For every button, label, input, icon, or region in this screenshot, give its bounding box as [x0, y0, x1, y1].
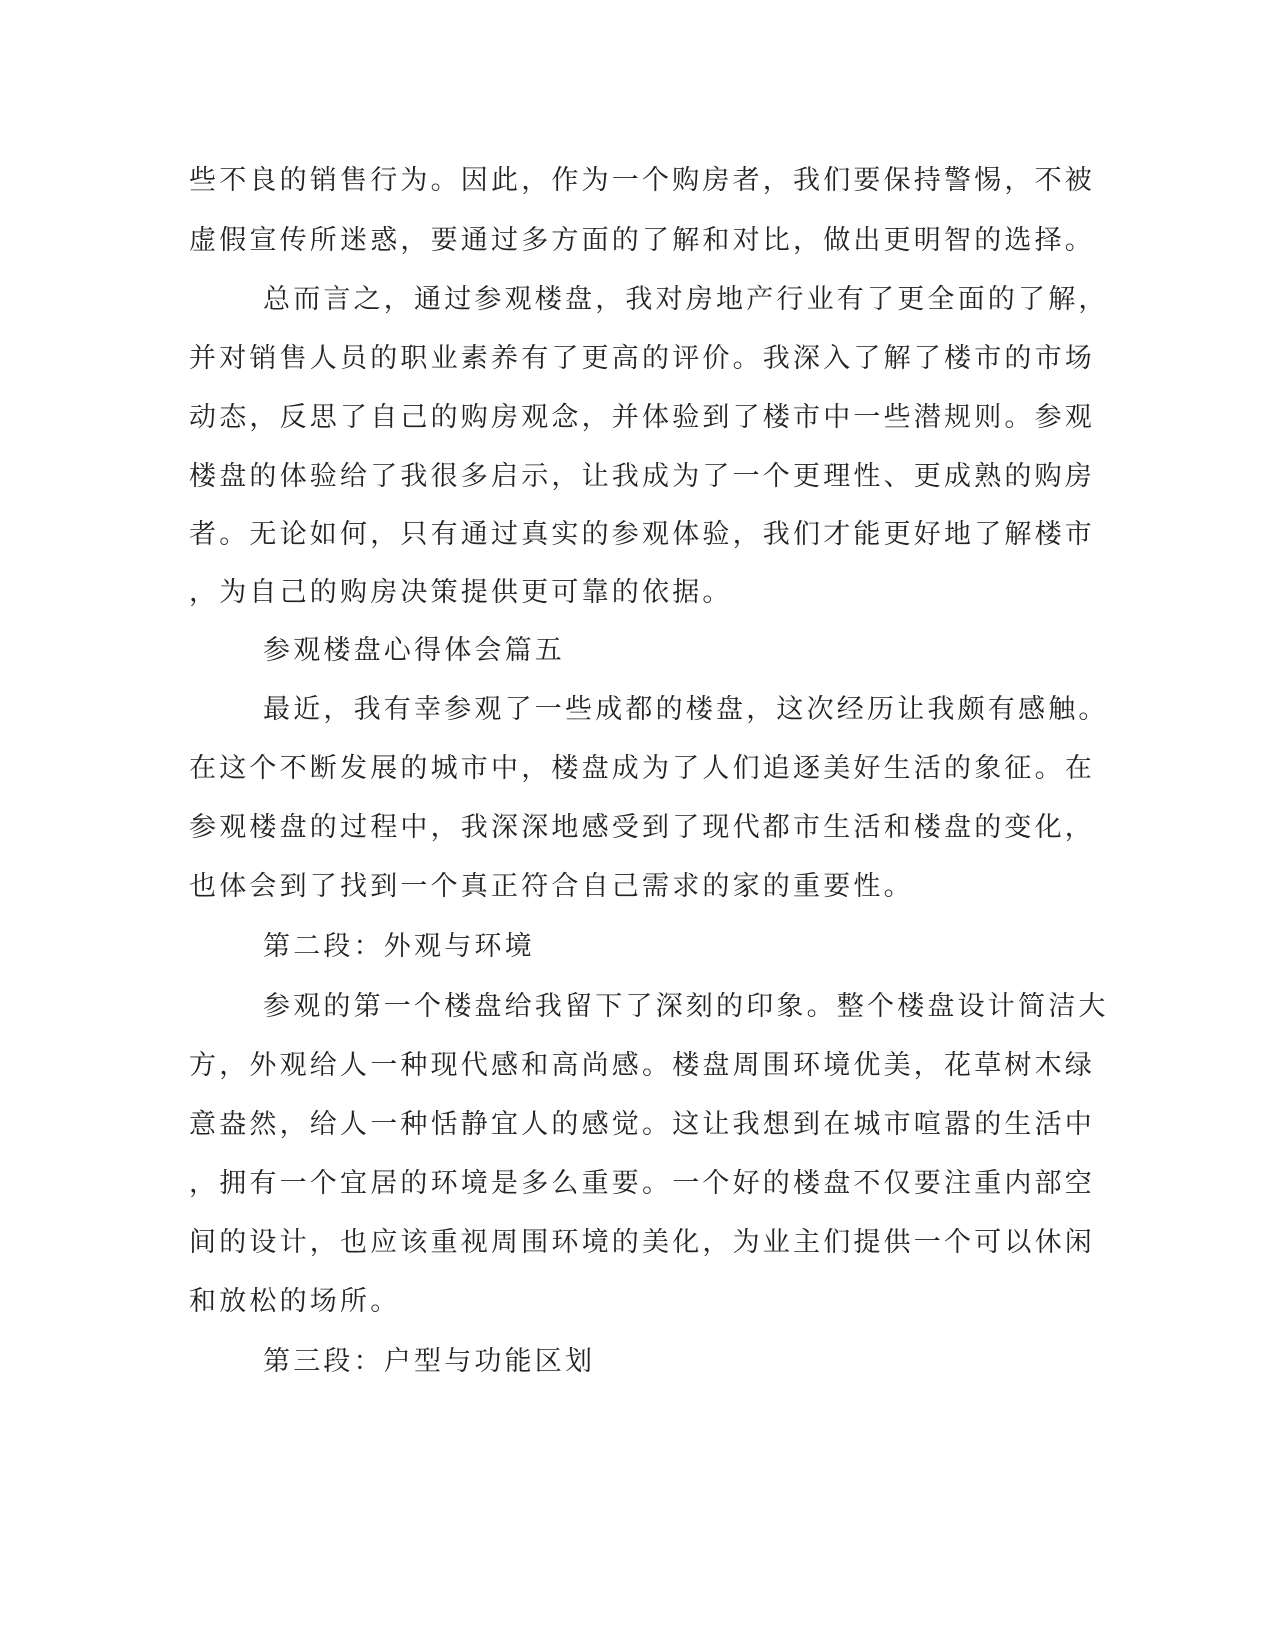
text-line: 动态，反思了自己的购房观念，并体验到了楼市中一些潜规则。参观: [189, 402, 1095, 433]
text-line: 意盎然，给人一种恬静宜人的感觉。这让我想到在城市喧嚣的生活中: [189, 1109, 1095, 1140]
text-line: 间的设计，也应该重视周围环境的美化，为业主们提供一个可以休闲: [189, 1227, 1095, 1258]
text-line: 在这个不断发展的城市中，楼盘成为了人们追逐美好生活的象征。在: [189, 753, 1095, 784]
text-line: 方，外观给人一种现代感和高尚感。楼盘周围环境优美，花草树木绿: [189, 1050, 1095, 1081]
text-line: 楼盘的体验给了我很多启示，让我成为了一个更理性、更成熟的购房: [189, 461, 1095, 492]
text-line: ，为自己的购房决策提供更可靠的依据。: [189, 577, 733, 608]
text-line: 些不良的销售行为。因此，作为一个购房者，我们要保持警惕，不被: [189, 165, 1095, 196]
section-heading: 参观楼盘心得体会篇五: [263, 635, 565, 666]
text-line: 者。无论如何，只有通过真实的参观体验，我们才能更好地了解楼市: [189, 519, 1095, 550]
section-heading: 第二段：外观与环境: [263, 931, 535, 962]
paragraph-start-line: 参观的第一个楼盘给我留下了深刻的印象。整个楼盘设计简洁大: [263, 991, 1109, 1022]
paragraph-start-line: 最近，我有幸参观了一些成都的楼盘，这次经历让我颇有感触。: [263, 694, 1109, 725]
text-line: 和放松的场所。: [189, 1286, 401, 1317]
text-line: 虚假宣传所迷惑，要通过多方面的了解和对比，做出更明智的选择。: [189, 225, 1095, 256]
text-line: 参观楼盘的过程中，我深深地感受到了现代都市生活和楼盘的变化，: [189, 812, 1095, 843]
section-heading: 第三段：户型与功能区划: [263, 1346, 596, 1377]
text-line: ，拥有一个宜居的环境是多么重要。一个好的楼盘不仅要注重内部空: [189, 1168, 1095, 1199]
text-line: 也体会到了找到一个真正符合自己需求的家的重要性。: [189, 871, 914, 902]
paragraph-start-line: 总而言之，通过参观楼盘，我对房地产行业有了更全面的了解，: [263, 284, 1109, 315]
text-line: 并对销售人员的职业素养有了更高的评价。我深入了解了楼市的市场: [189, 343, 1095, 374]
